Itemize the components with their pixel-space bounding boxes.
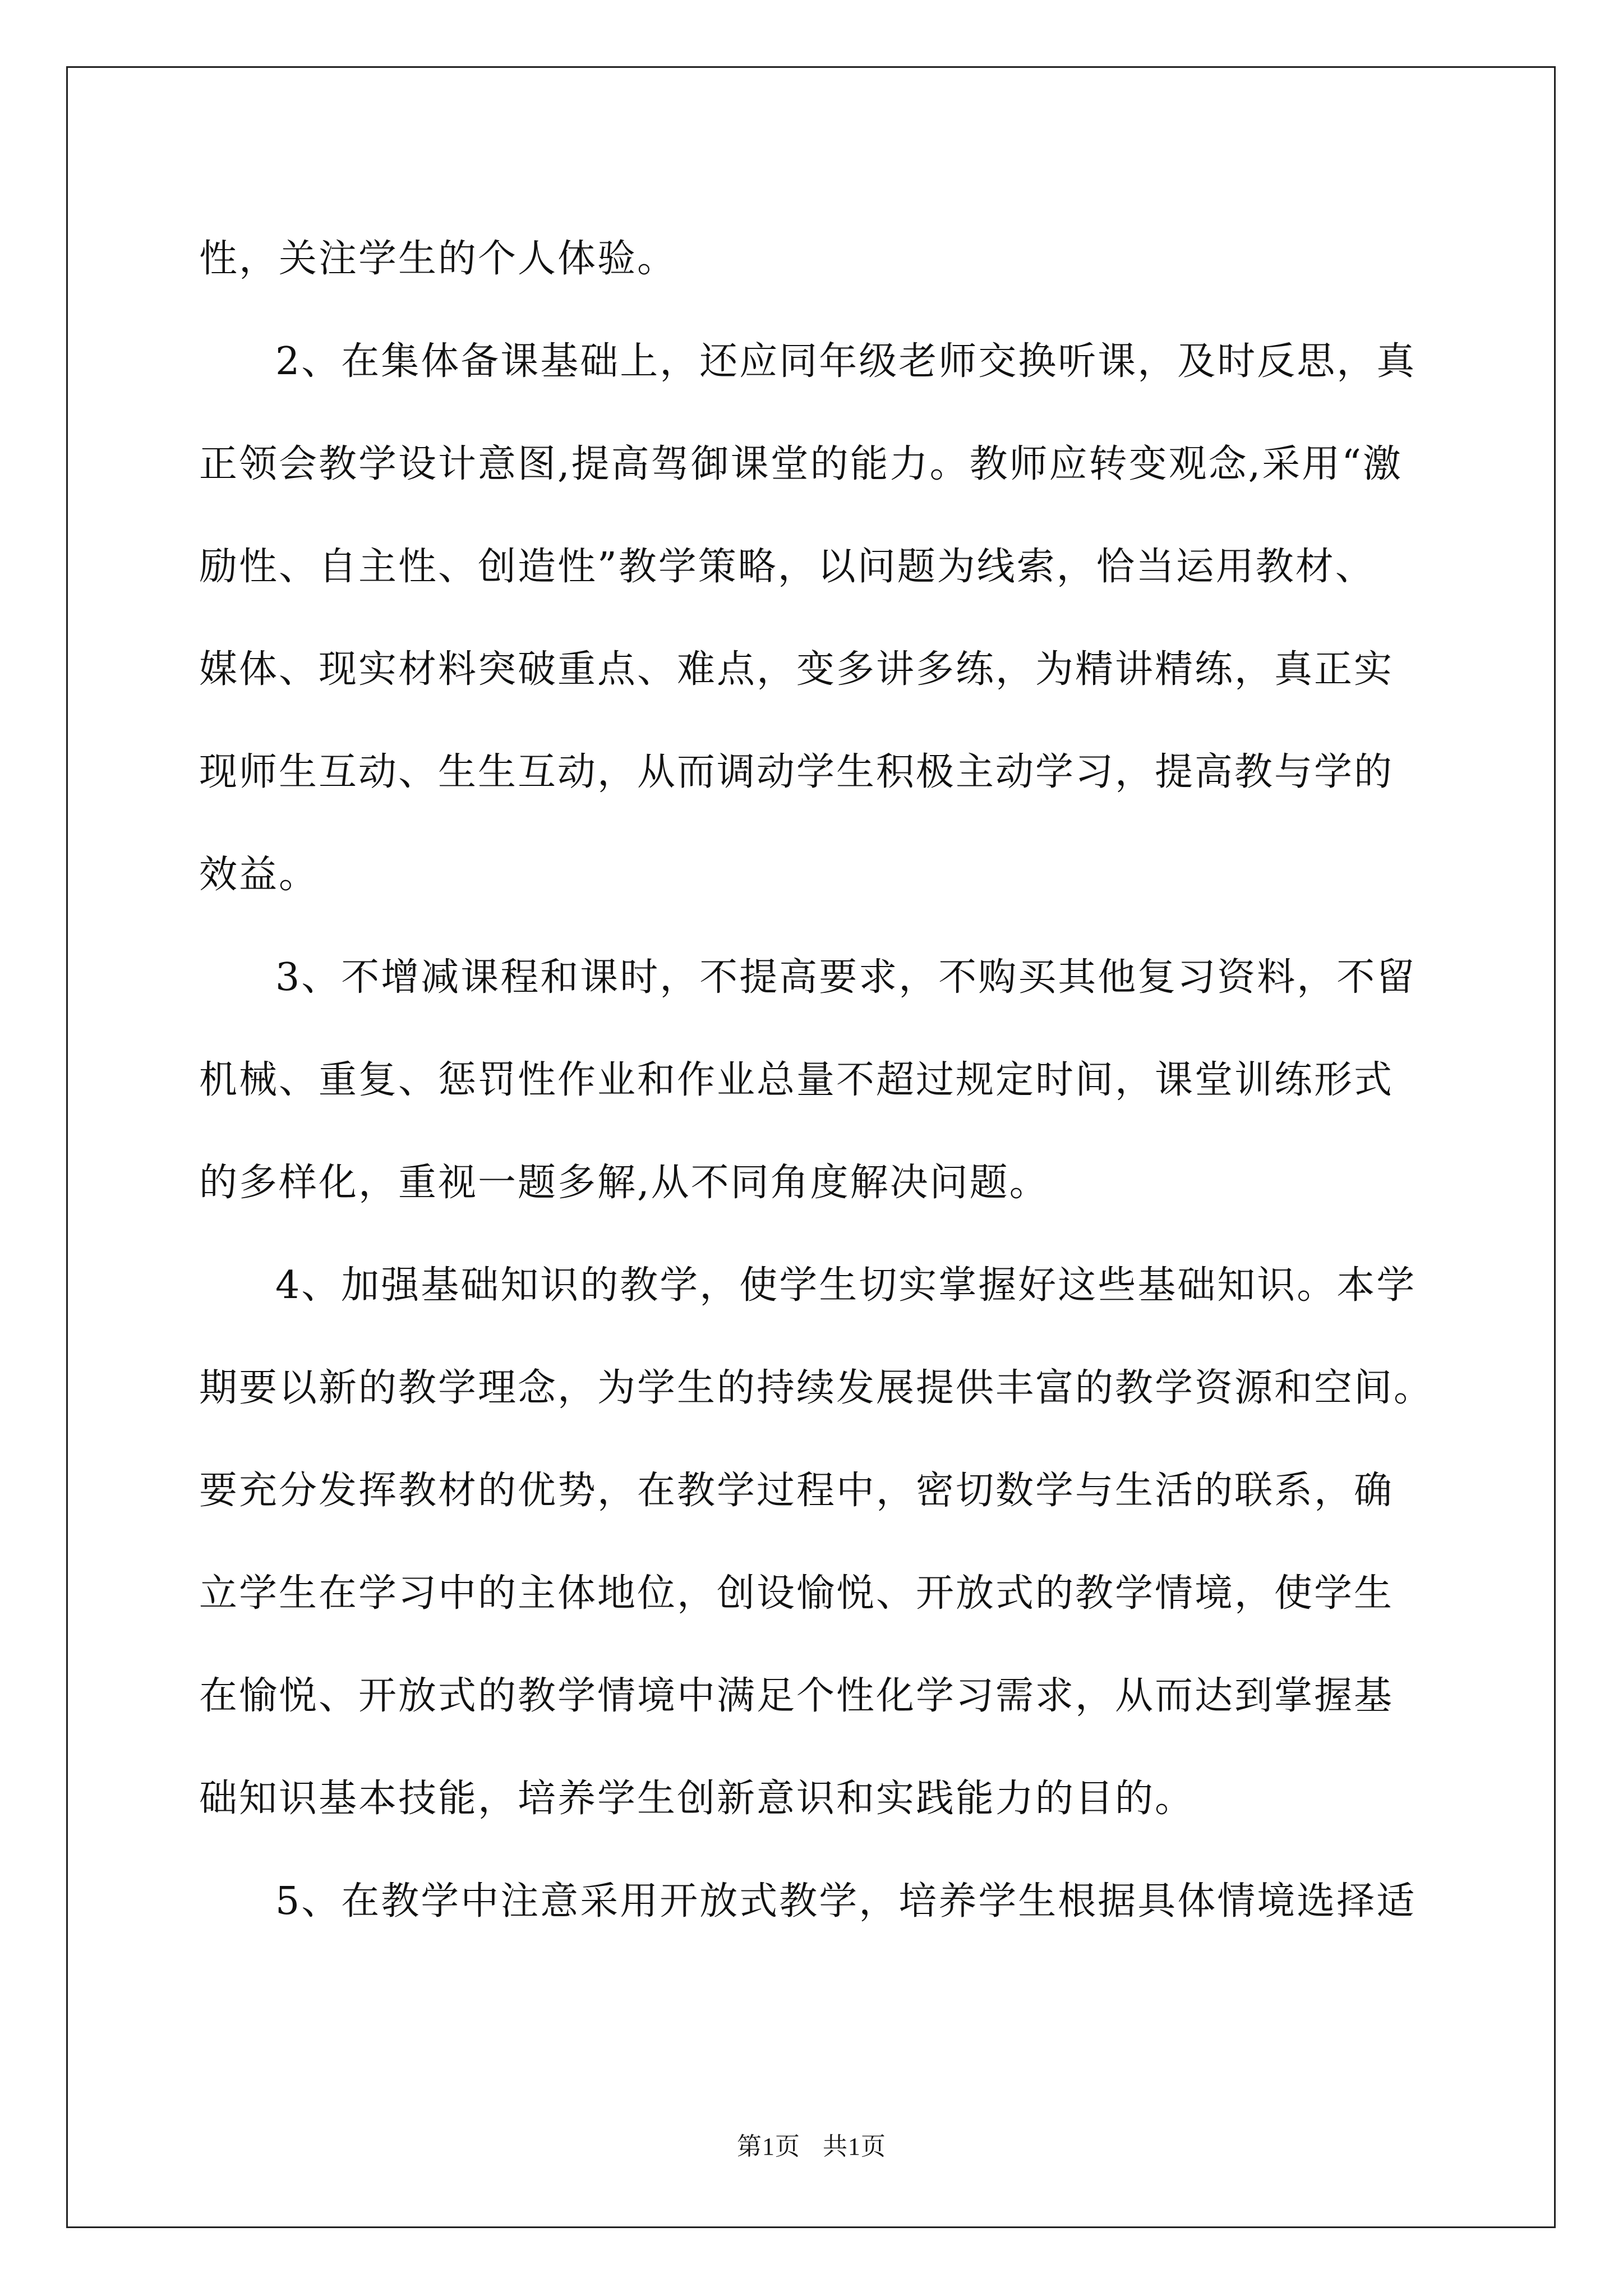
text-line: 正领会教学设计意图,提高驾御课堂的能力。教师应转变观念,采用“激 [199,442,1403,486]
text-line: 础知识基本技能，培养学生创新意识和实践能力的目的。 [199,1777,1195,1821]
text-line: 现师生互动、生生互动，从而调动学生积极主动学习，提高教与学的 [199,750,1394,794]
document-body [199,208,1434,1953]
text-line: 3、不增减课程和课时，不提高要求，不购买其他复习资料，不留 [275,955,1417,1000]
text-line: 要充分发挥教材的优势，在教学过程中，密切数学与生活的联系，确 [199,1469,1394,1513]
text-line: 期要以新的教学理念，为学生的持续发展提供丰富的教学资源和空间。 [199,1366,1434,1410]
text-line: 的多样化，重视一题多解,从不同角度解决问题。 [199,1161,1049,1205]
text-line: 媒体、现实材料突破重点、难点，变多讲多练，为精讲精练，真正实 [199,647,1394,692]
page-footer [0,2126,1623,2162]
text-line: 立学生在学习中的主体地位，创设愉悦、开放式的教学情境，使学生 [199,1571,1394,1616]
text-line: 在愉悦、开放式的教学情境中满足个性化学习需求，从而达到掌握基 [199,1674,1394,1718]
text-line: 5、在教学中注意采用开放式教学，培养学生根据具体情境选择适 [275,1879,1417,1924]
text-line: 2、在集体备课基础上，还应同年级老师交换听课，及时反思，真 [275,339,1417,384]
page-number-current: 第1页 [737,2133,800,2160]
text-line: 4、加强基础知识的教学，使学生切实掌握好这些基础知识。本学 [275,1263,1417,1308]
text-line: 机械、重复、惩罚性作业和作业总量不超过规定时间，课堂训练形式 [199,1058,1394,1102]
text-line: 励性、自主性、创造性”教学策略，以问题为线索，恰当运用教材、 [199,545,1375,589]
text-line: 性，关注学生的个人体验。 [199,237,677,281]
text-line: 效益。 [199,853,319,897]
page-number-total: 共1页 [823,2133,886,2160]
